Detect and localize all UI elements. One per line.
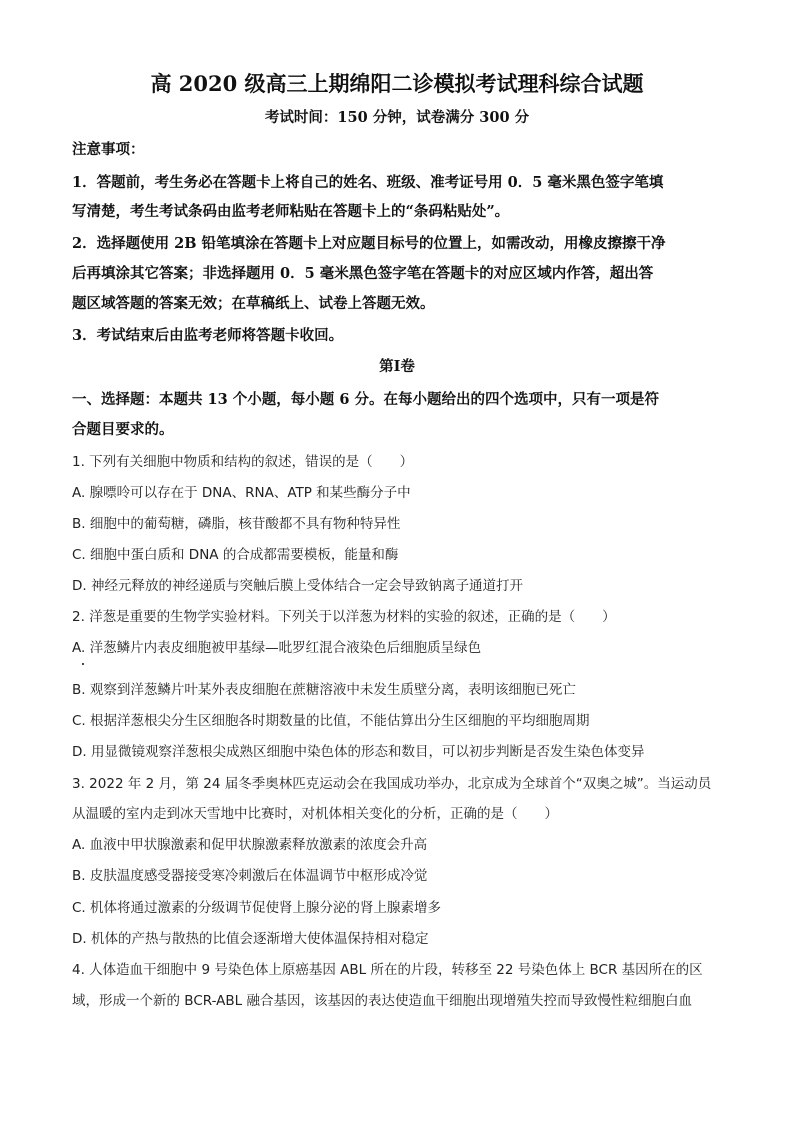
exam-title: 高 2020 级高三上期绵阳二诊模拟考试理科综合试题 xyxy=(150,71,644,96)
question-2-option-a: A. 洋葱鳞片内表皮细胞被甲基绿—吡罗红混合液染色后细胞质呈绿色 xyxy=(72,640,482,656)
notice-line: 2．选择题使用 2B 铅笔填涂在答题卡上对应题目标号的位置上，如需改动，用橡皮擦擦干净 xyxy=(72,235,666,252)
question-3-option-c: C. 机体将通过激素的分级调节促使肾上腺分泌的肾上腺素增多 xyxy=(72,900,442,916)
question-3-stem: 从温暖的室内走到冰天雪地中比赛时，对机体相关变化的分析，正确的是（ ） xyxy=(72,806,558,822)
question-3-option-b: B. 皮肤温度感受器接受寒冷刺激后在体温调节中枢形成冷觉 xyxy=(72,868,428,884)
exam-info: 考试时间：150 分钟，试卷满分 300 分 xyxy=(264,109,530,126)
question-1-option-d: D. 神经元释放的神经递质与突触后膜上受体结合一定会导致钠离子通道打开 xyxy=(72,578,523,594)
question-1-option-a: A. 腺嘌呤可以存在于 DNA、RNA、ATP 和某些酶分子中 xyxy=(72,485,411,501)
notice-line: 1．答题前，考生务必在答题卡上将自己的姓名、班级、准考证号用 0．5 毫米黑色签字笔填 xyxy=(72,174,664,191)
question-1-option-b: B. 细胞中的葡萄糖，磷脂，核苷酸都不具有物种特异性 xyxy=(72,516,401,532)
question-1-option-c: C. 细胞中蛋白质和 DNA 的合成都需要模板，能量和酶 xyxy=(72,547,399,563)
notice-line: 写清楚，考生考试条码由监考老师粘贴在答题卡上的“条码粘贴处”。 xyxy=(72,203,510,220)
question-2-option-d: D. 用显微镜观察洋葱根尖成熟区细胞中染色体的形态和数目，可以初步判断是否发生染色体变异 xyxy=(72,744,645,760)
question-2-stem: 2. 洋葱是重要的生物学实验材料。下列关于以洋葱为材料的实验的叙述，正确的是（ ） xyxy=(72,609,616,625)
notice-line: 3．考试结束后由监考老师将答题卡收回。 xyxy=(72,327,344,344)
notice-line: 题区域答题的答案无效；在草稿纸上、试卷上答题无效。 xyxy=(72,295,435,312)
question-2-option-b: B. 观察到洋葱鳞片叶某外表皮细胞在蔗糖溶液中未发生质壁分离，表明该细胞已死亡 xyxy=(72,682,576,698)
part-one-instruction: 合题目要求的。 xyxy=(72,421,174,438)
part-one-instruction: 一、选择题：本题共 13 个小题，每小题 6 分。在每小题给出的四个选项中，只有一项是符 xyxy=(72,391,659,408)
question-4-stem: 4. 人体造血干细胞中 9 号染色体上原癌基因 ABL 所在的片段，转移至 22 号染色体上 BCR 基因所在的区 xyxy=(72,962,703,978)
section-title: 第Ⅰ卷 xyxy=(379,358,415,375)
question-3-stem: 3. 2022 年 2 月，第 24 届冬季奥林匹克运动会在我国成功举办，北京成为全球首个“双奥之城”。当运动员 xyxy=(72,776,712,792)
question-3-option-a: A. 血液中甲状腺激素和促甲状腺激素释放激素的浓度会升高 xyxy=(72,837,428,853)
question-2-option-c: C. 根据洋葱根尖分生区细胞各时期数量的比值，不能估算出分生区细胞的平均细胞周期 xyxy=(72,713,590,729)
notice-line: 后再填涂其它答案；非选择题用 0．5 毫米黑色签字笔在答题卡的对应区域内作答，超出答 xyxy=(72,265,654,282)
question-3-option-d: D. 机体的产热与散热的比值会逐渐增大使体温保持相对稳定 xyxy=(72,931,429,947)
question-1-stem: 1. 下列有关细胞中物质和结构的叙述，错误的是（ ） xyxy=(72,454,414,470)
question-4-stem: 域，形成一个新的 BCR-ABL 融合基因，该基因的表达使造血干细胞出现增殖失控而导致慢性粒细胞白血 xyxy=(72,993,692,1009)
notice-heading: 注意事项： xyxy=(72,141,145,158)
scan-speck xyxy=(82,663,84,665)
